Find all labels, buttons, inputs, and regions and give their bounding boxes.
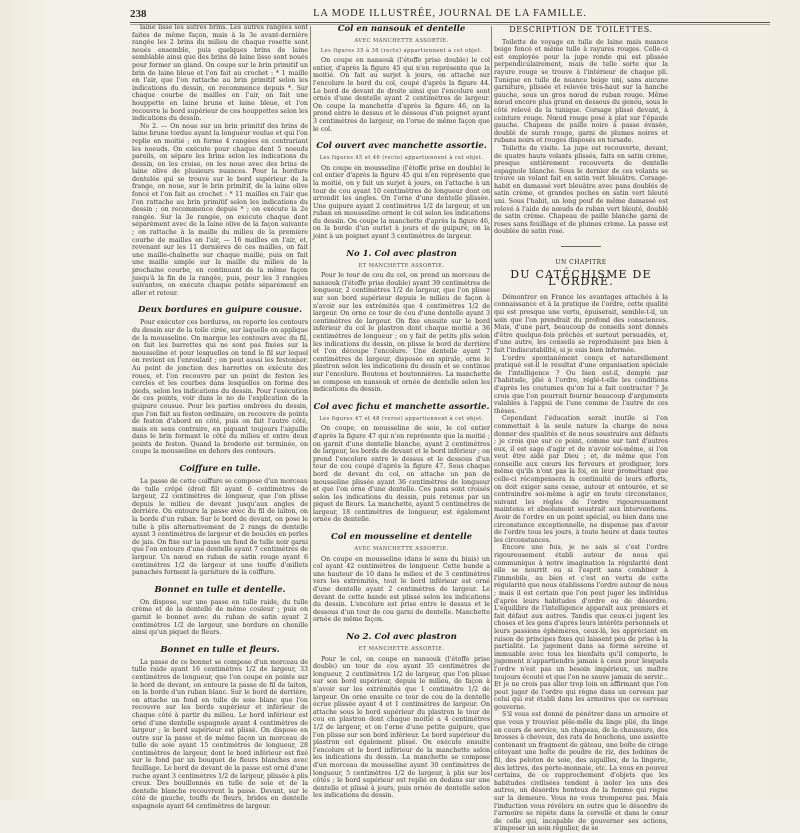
- section-heading: Col avec fichu et manchette assortie.: [313, 401, 490, 412]
- article-text: Démontrer en France les avantages attachés à la connaissance et à la pratique de l'ordre, cette qualité qui est presque une vertu, épuiserait, semble-t-il, un soin que l'on prendrait du profond des consciences. Mais, d'une part, beaucoup de conseils sont donnés d'être quelque-fois prêchés et surtout persuadés, et, d'une autre, les conseils se reproduisent pas bien à fait l'indiscutabilité, si je suis bien informée.: [494, 293, 668, 354]
- column-separator-2: [491, 26, 492, 776]
- article-text: Pour le tour de cou du col, on prend un morceau de nansouk (l'étoffe prise double) ayant 39 centimètres de longueur, 2 centimètres 1/2 de largeur, que l'on plisse sur son bord supérieur depuis le milieu de façon à n'avoir sur les extrémités que 4 centimètres 1/2 de largeur. On orne ce tour de cou d'une dentelle ayant 3 centimètres de largeur. On fixe ensuite sur le bord inférieur du col le plastron dont chaque moitié a 36 centimètres de longueur ; on y fait de petits plis selon les indications du dessin, on plisse le bord de derrière et l'on découpe l'encolure. Une dentelle ayant 7 centimètres de largeur, disposée en spirale, orne le plastron selon les indications du dessin et se continue sur l'encolure. Boutons et boutonnières. La manchette se compose en nansouk et ornée de dentelle selon les indications du dessin.: [313, 272, 490, 394]
- section-subheading: ET MANCHETTE ASSORTIE.: [358, 646, 445, 652]
- article-text: Cependant l'éducation serait inutile si l'on commettait à la seule nature la charge de nous donner des qualités et de nous soustraire aux défauts ; je crois que sur ce point, comme sur tant d'autres eux, il est sage d'agir et de n'avoir soi-même, si l'on veut être aidé par Dieu ; et, de même que l'on conseille aux cœurs les ferveurs et prodiguer, lors même qu'ils n'ont pas la foi, en leur promettant que celle-ci récompensera la continuité de leurs efforts, on doit exiger sans cesse, autour et entourée, et se contraindre soi-même à agir en toute circonstance, suivant les règles de l'ordre rigoureusement maintenu et absolument soustrait aux interventions. Avoir de l'ordre en un point spécial, ou bien dans une circonstance exceptionnelle, ne dispense pas d'avoir de l'ordre tous les jours, à toute heure et dans toutes les circonstances.: [494, 415, 668, 544]
- section-heading: Deux bordures en guipure cousue.: [137, 305, 303, 316]
- article-text: laine lisse les autres brins. Les autres rangées sont faites de même façon, mais à la 3e avant-dernière rangée les 2 brins du milieu de chaque rosette sont noués ensemble, puis quelques brins de laine semblable ainsi que des brins de laine lisse sont noués pour former un gland. On coupe sur le brin primitif un brin de laine bleue et l'on fait au crochet : * 1 maille en l'air, que l'on rattache au brin primitif selon les indications du dessin, on recommence depuis *. Sur chaque courbe de mailles en l'air, on fait une houppette en laine brune et laine bleue, et l'on recouvre le bord supérieur de ces houppettes selon les indications du dessin.: [132, 24, 308, 123]
- figure-reference: Les figures 35 à 36 (recto) appartiennent à cet objet.: [320, 47, 483, 54]
- section-subheading: AVEC MANCHETTE ASSORTIE.: [354, 38, 449, 44]
- article-text: On coupe, en mousseline de soie, le col entier d'après la figure 47 qui n'en représente que la moitié ; on garnit d'une dentelle blanche, ayant 2 centimètres de largeur, les bords de devant et le bord inférieur ; on prend l'encolure entre le dessus et le dessous d'un tour de cou coupé d'après la figure 47. Sous chaque bord de devant du col, on attache un pan de mousseline plissée ayant 36 centimètres de longueur et que l'on orne d'une dentelle. Ces pans sont croisés selon les indications du dessin, puis retenus par un piquet de fleurs. La manchette, ayant 5 centimètres de largeur, 18 centimètres de longueur, est également ornée de dentelle.: [313, 425, 490, 524]
- figure-reference: Les figures 45 et 46 (recto) appartiennent à cet objet.: [319, 155, 484, 162]
- article-text: Toilette de voyage en tulle de laine mais nuance beige foncé et même tulle à rayures rouges. Celle-ci est employée pour la jupe ronde qui est plissée perpendiculairement, mais de telle sorte que la rayure rouge se trouve à l'intérieur de chaque pli. Tunique en tulle de nuance beige uni, sans aucune garniture, plissée et relevée très-haut sur la hanche gauche, sous un gros nœud de ruban rouge. Même nœud encore plus grand en dessous du genou, sous le côté relevé de la tunique. Corsage plissé devant, à ceinture rouge. Nœud rouge posé à plat sur l'épaule gauche. Chapeau de paille noire à passe évasée, doublé de surah rouge, garni de plumes noires et rubans noirs et rouges disposés en torsade.: [494, 38, 668, 145]
- article-text: Encore une fois, je ne sais si c'est l'ordre rigoureusement établi autour de nous qui communique à notre imagination la régularité dont elle se nourrit ou si l'esprit sans combiner à l'immobile, au bien et c'est en vertu de cette régularité que nous établissons l'ordre autour de nous ; mais il est certain que l'on peut juger les individus d'après leurs habitudes d'ordre ou de désordre. L'équilibre de l'intelligence apparaît aux premiers et fait défaut aux autres. Tandis que ceux-ci jugent les choses et les gens d'après leurs intérêts personnels et leurs passions éphémères, ceux-là, les appréciant en raison de principes fixes qui laissent peu de prise à la partialité. Le jugement dans sa forme sereine et immuable avec tous les bienfaits qu'il comporte, le jugement n'appartiendra jamais à ceux pour lesquels l'ordre n'est pas un besoin impérieux, un maître toujours écouté et que l'on ne sauve jamais de servir... Et je ne crois pas aller trop loin en affirmant que l'on peut juger de l'ordre qui règne dans un cerveau par celui qui est établi dans les armoires que ce cerveau gouverne.: [494, 544, 668, 711]
- article-text: S'il vous est donné de pénétrer dans un armoire et que vous y trouviez pêle-mêle du linge plié, du linge en cours de service, un chapeau, de la chaussure, des brosses à cheveux, des rats de bouchons, une assiette contenant un fragment de gâteau, une boîte de cirage côtoyant une boîte de poudre de riz, des bobines de fil, des peloton de soie, des aiguilles, de la lingerie, des lettres, des porte-monnaie, etc. La vous en pouvez certains, de ce rapprochement d'objets que les habitudes civilisées tendent à isoler les uns des autres, un désordre honteux de la femme qui règne sur la demeure. Vous ne vous tromperez pas. Mais l'induction vous révélera en outre que le désordre de l'armoire se répète dans la cervelle et dans le cœur de celle qui, incapable de gouverner ses actions, n'imposer un soin régulier, de se: [494, 711, 668, 833]
- article-text: L'ordre spontanément conçu et naturellement pratiqué est-il le résultat d'une organisation spéciale de l'intelligence ? Ou bien est-il, dompté par l'habitude, plié à l'ordre, réglé-t-elle les conditions d'après les coutumes qu'on lui a fait contracter ? Je crois que l'on pourrait fournir beaucoup d'arguments valables à l'appui de l'une comme de l'autre de ces thèses.: [494, 354, 668, 415]
- section-heading: Col en nansouk et dentelle: [337, 24, 466, 34]
- section-divider: [561, 246, 601, 247]
- column-3: [494, 24, 668, 833]
- article-text: Pour le col, on coupe en nansouk (l'étoffe prise double) un tour de cou ayant 35 centimètres de longueur, 2 centimètres 1/2 de largeur, que l'on plisse sur son bord supérieur, depuis le milieu, de façon à n'avoir sur les extrémités que 1 centimètre 1/2 de largeur. On orne ensuite ce tour de cou de la dentelle écrue plissée ayant 4 et 1 centimètres de largeur. On attache sous le bord supérieur du plastron le tour de cou en plastron dont chaque moitié a 4 centimètres 1/2 de largeur, et on l'orne d'une petite guipure, que l'on plisse sur son bord inférieur. Le bord supérieur du plastron est également plissé. On exécute ensuite l'encolure et le bord inférieur de la manchette selon les indications du dessin. La manchette se compose d'un morceau de mousseline ayant 30 centimètres de longueur, 5 centimètres 1/2 de largeur, à plis sur les côtés ; le bord supérieur est replié en dedans sur une dentelle et plissé à jours, puis ornée de dentelle selon les indications du dessin.: [313, 655, 490, 800]
- column-separator-1: [310, 26, 311, 776]
- article-text: La passe de cette coiffure se compose d'un morceau de tulle crêpé (droit fil) ayant 6 centimètres de largeur, 22 centimètres de longueur, que l'on plisse depuis le milieu de devant jusqu'aux angles de derrière. On entoure la passe avec du fil de laiton, on la borde d'un ruban. Sur le bord de devant, on pose le tulle à plis alternativement de 2 rangs de dentelle ayant 3 centimètres de largeur et de bouclés en perles de jais. On fixe sur la passe un fond de tulle noir garni que l'on entoure d'une dentelle ayant 7 centimètres de largeur. Un nœud en ruban de satin rouge ayant 6 centimètres 1/2 de largeur et une touffe d'œillets panachés forment la garniture de la coiffure.: [132, 478, 308, 577]
- article-text: Pour exécuter ces bordures, on reporte les contours du dessin sur de la toile cirée, sur laquelle on applique de la mousseline. On marque les contours avec du fil, on fait les barrettes qui ne sont pas fixées sur la mousseline et pour lesquelles on tend le fil sur lequel on revient en l'enroulant ; on peut aussi les festonner. Au point de jonction des barrettes on exécute des roues, et l'on recouvre par un point de feston les cercles et les courbes dans lesquelles on forme des pieds, selon les indications du dessin. Pour l'exécution de ces points, voir dans le no de l'explication de la guipure cousue. Pour les parties ombrées du dessin, que l'on fait au feston ordinaire, on recouvre de points de feston d'abord en côté, puis on fait l'autre côté, mais en sens contraire, en piquant toujours l'aiguille dans le brin formant le côté du milieu et entre deux points de feston. Quand la broderie est terminée, on coupe la mousseline en dehors des contours.: [132, 319, 308, 456]
- article-text: On coupe en nansouk (l'étoffe prise double) le col entier, d'après la figure 45 qui n'en représente que la moitié. On fait au surjet à jours, on attache sur l'encolure le bord du col, coupé d'après la figure 44. Le bord de devant de droite ainsi que l'encolure sont ornés d'une dentelle ayant 2 centimètres de largeur. On coupe la manchette d'après la figure 46, on la prend entre le dessus et le dessous d'un poignet ayant 3 centimètres de largeur, on l'orne de même façon que le col.: [313, 57, 490, 133]
- section-heading: Col en mousseline et dentelle: [330, 532, 473, 543]
- section-heading: Coiffure en tulle.: [179, 464, 261, 475]
- figure-reference: Les figures 47 et 48 (verso) appartiennent à cet objet.: [319, 415, 484, 422]
- chapter-title: DU CATÉCHISME DE L'ORDRE.: [510, 267, 652, 289]
- column-2: [313, 24, 490, 800]
- page-header: [130, 8, 770, 22]
- header-rule: [130, 22, 770, 23]
- section-heading: Col ouvert avec manchette assortie.: [316, 141, 487, 152]
- article-text: On coupe en mousseline (l'étoffe prise en double) le col entier d'après la figure 45 qui n'en représente que la moitié, on y fait un surjet à jours, on l'attache à un tour de cou ayant 10 centimètres de longueur dont on arrondit les angles. On l'orne d'une dentelle plissée. Une guipure ayant 2 centimètres 1/2 de largeur, et un ruban en mousseline ornent le col selon les indications du dessin. On coupe la manchette d'après la figure 46, on la borde d'un ourlet à jours et de guipure, on la joint à un poignet ayant 3 centimètres de largeur.: [313, 164, 490, 241]
- article-text: No 2. — On noue sur un brin primitif des brins de laine brune tordue ayant la longueur voulue et qui l'on replie en moitié ; on forme 4 rangées en contrariant les noeuds. On exécute pour chaque dent 5 noeuds pareils, on sépare les brins selon les indications du dessin, on les croise, on les noue avec des brins de laine olive de plusieurs nuances. Pour la bordure dentelée qui se trouve sur le bord supérieur de la frange, on noue, sur le brin primitif, de la laine olive foncé et l'on fait au crochet : * 11 mailles en l'air que l'on rattache au brin primitif selon les indications du dessin ; on recommence depuis * ; on exécute la 2e rangée. Sur la 3e rangée, on exécute chaque dent séparément avec de la laine olive de la façon suivante ; on rattache à la maille du milieu de la première courbe de mailles en l'air, — 16 mailles en l'air, et, revenant sur les 11 dernières de ces mailles, on fait une maille-chaînette sur chaque maille, puis on fait une maille simple sur la maille du milieu de la prochaine courbe, en continuant de la même façon jusqu'à la fin de la rangée, puis, pour les 3 rangées suivantes, on exécute chaque pointe séparément en aller et retour.: [132, 122, 308, 297]
- article-text: La passe de ce bonnet se compose d'un morceau de tulle raide ayant 16 centimètres 1/2 de largeur, 33 centimètres de longueur, que l'on coupe en pointe sur le bord de devant, on entoure la passe de fil de laiton, on la borde d'un ruban blanc. Sur le bord de derrière, on attache un fond en tulle de soie blanc que l'on recouvre sur les bords supérieur et inférieur de chaque côté à partir du milieu. Le bord inférieur est orné d'une dentelle espagnole ayant 4 centimètres de largeur ; le bord supérieur est plissé. On dispose en outre sur la passe et de même façon un morceau de tulle de soie ayant 15 centimètres de longueur, 28 centimètres de largeur, dont le bord inférieur est fixé sur le fond par un bouquet de fleurs blanches avec feuillage. Le bord de devant de la passe est orné d'une ruche ayant 3 centimètres 1/2 de largeur, plissée à plis creux. Des bouillonnés en tulle de soie et de la dentelle blanche recouvrent la passe. Devant, sur le côté de gauche, touffe de fleurs, brides en dentelle espagnole ayant 64 centimètres de largeur.: [132, 658, 308, 811]
- section-heading: Bonnet en tulle et fleurs.: [160, 644, 280, 655]
- section-subheading: AVEC MANCHETTE ASSORTIE.: [354, 546, 449, 553]
- article-text: On coupe en mousseline (dans le sens du biais) un col ayant 42 centimètres de longueur. Cette bande a une hauteur de 10 dans le milieu et de 3 centimètres vers les extrémités, tout le bord inférieur est orné d'une dentelle ayant 2 centimètres de largeur. Le devant de cette bande est plissé selon les indications du dessin. L'encolure est prise entre le dessus et le dessous d'un tour de cou garni de dentelle. Manchette ornée de même façon.: [313, 555, 490, 624]
- section-heading: Bonnet en tulle et dentelle.: [154, 584, 286, 595]
- article-text: Toilette de visite. La jupe est recouverte, devant, de quatre hauts volants plissés, faits en satin crème, presque entièrement recouverts de dentelle espagnole blanche. Sous le dernier de ces volants se trouve un volant fait en satin vert bleuâtre. Corsage-habit en damassé vert bleuâtre avec pans doublés de satin crème, et grandes poches en satin vert bleuté uni. Sous l'habit, un long pouf de même damassé est relevé à l'aide de nœuds de ruban vert bleuté, doublé de satin crème. Chapeau de paille blanche garni de roses sans feuillage et de plumes crème. La passe est doublée de satin rose.: [494, 144, 668, 236]
- section-heading: No 1. Col avec plastron: [346, 248, 457, 259]
- chapter-kicker: UN CHAPITRE: [555, 259, 607, 267]
- page-number: 238: [130, 8, 147, 20]
- section-heading: No 2. Col avec plastron: [346, 632, 457, 642]
- section-subheading: ET MANCHETTE ASSORTIE.: [358, 262, 445, 269]
- column-1: [132, 24, 308, 811]
- section-heading: DESCRIPTION DE TOILETTES.: [509, 25, 653, 34]
- article-text: On dispose, sur une passe en tulle raide, du tulle crème et de la dentelle de même couleur ; puis on garnit le bonnet avec du ruban de satin ayant 2 centimètres 1/2 de largeur, une bordure en chenille ainsi qu'un piquet de fleurs.: [132, 598, 308, 637]
- running-head: LA MODE ILLUSTRÉE, JOURNAL DE LA FAMILLE.: [313, 8, 587, 19]
